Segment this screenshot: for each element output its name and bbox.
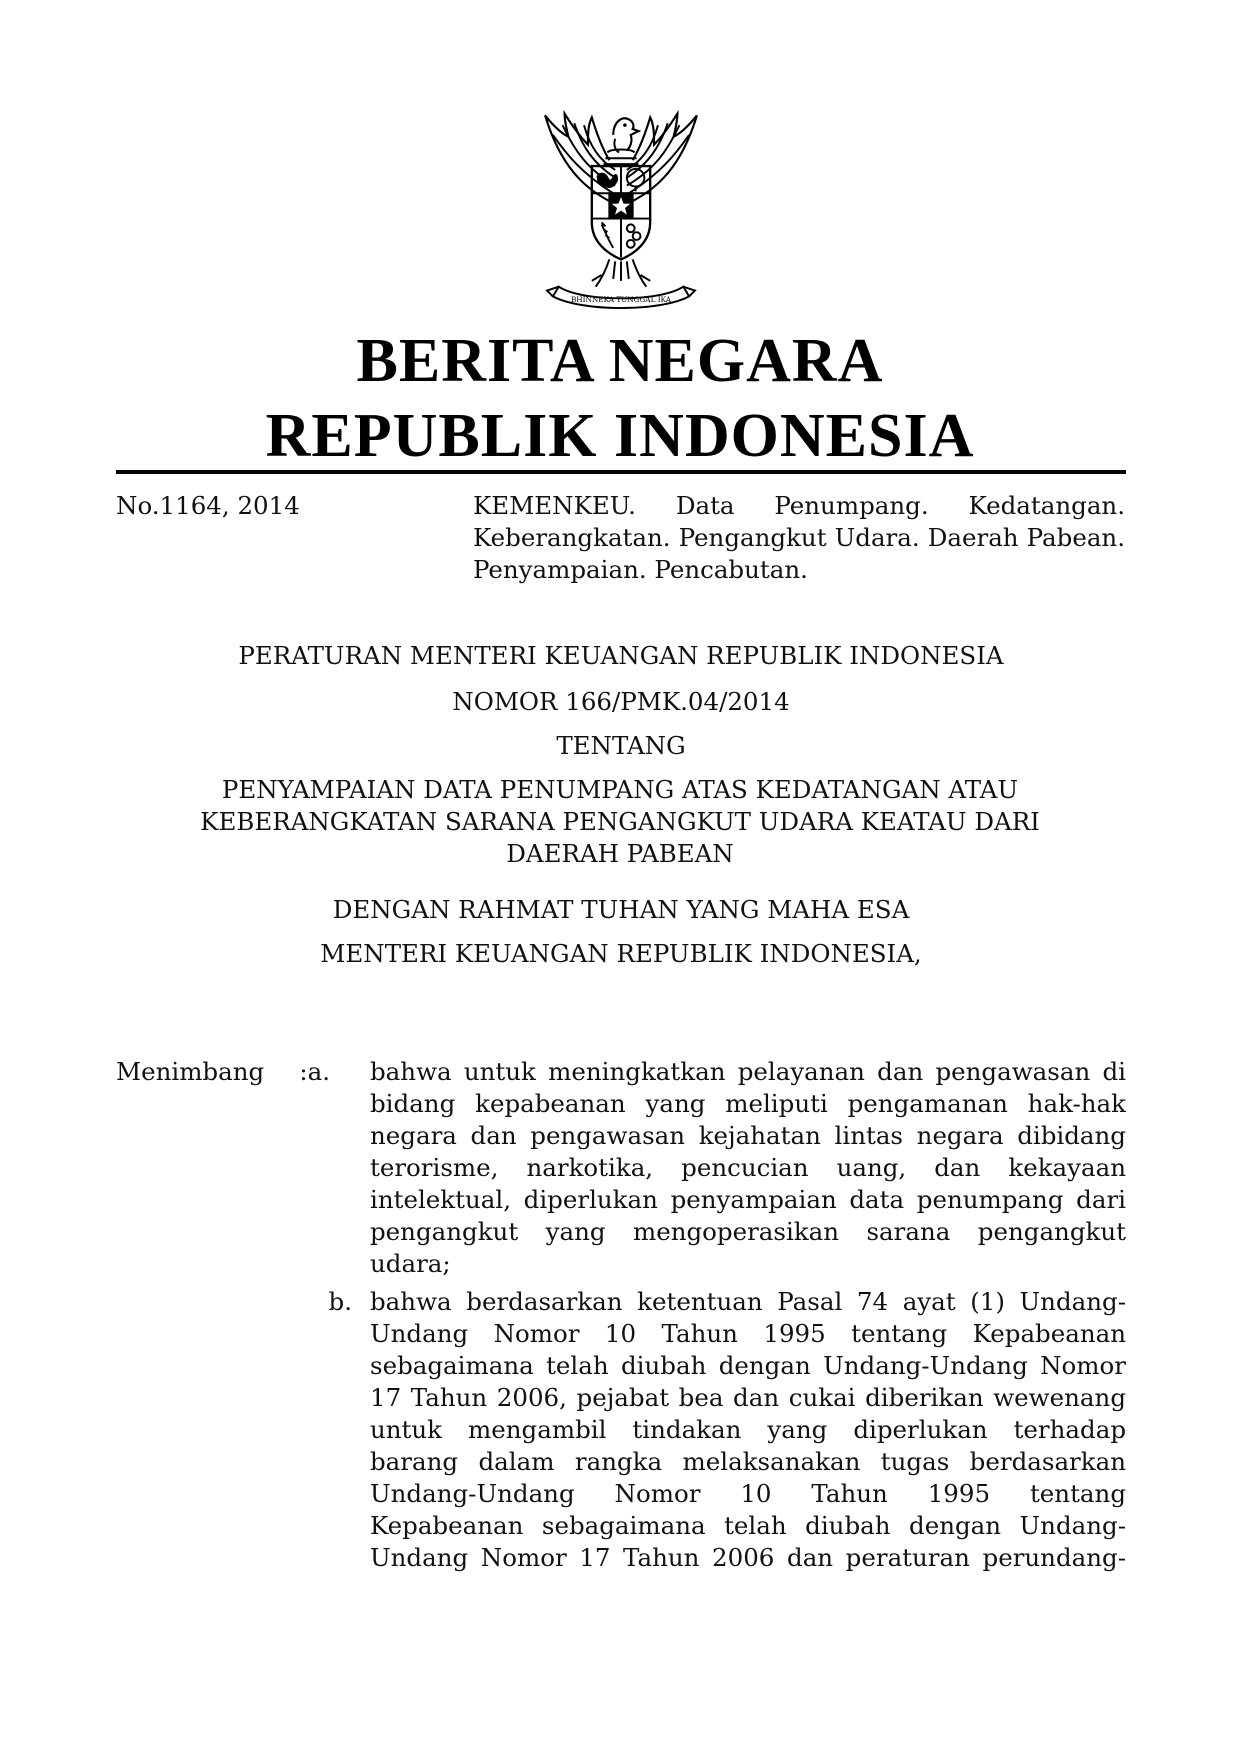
consideration-text-a: bahwa untuk meningkatkan pelayanan dan pengawasan di bidang kepabeanan yang meliputi pengamanan hak-hak negara dan pengawasan kejahatan lintas negara dibidang terorisme, narkotika, pencucian uang, dan kekayaan intelektual, diperlukan penyampaian data penumpang dari pengangkut yang mengoperasikan sarana pengangkut udara; (370, 1057, 1126, 1278)
considerations-label: Menimbang (116, 1057, 265, 1086)
issue-subject: KEMENKEU. Data Penumpang. Kedatangan. Keberangkatan. Pengangkut Udara. Daerah Pabean. Penyampaian. Pencabutan. (473, 491, 1125, 584)
masthead-title-line-1: BERITA NEGARA (356, 327, 884, 395)
regulation-title: PENYAMPAIAN DATA PENUMPANG ATAS KEDATANGAN ATAU KEBERANGKATAN SARANA PENGANGKUT UDARA KEATAU DARI DAERAH PABEAN (200, 775, 1040, 868)
consideration-marker-b: b. (328, 1287, 352, 1316)
regulation-invocation: DENGAN RAHMAT TUHAN YANG MAHA ESA (332, 895, 910, 924)
masthead-divider (116, 470, 1126, 474)
issue-number: No.1164, 2014 (116, 491, 300, 520)
regulation-issuer: PERATURAN MENTERI KEUANGAN REPUBLIK INDONESIA (238, 641, 1004, 670)
consideration-marker-a: :a. (299, 1057, 330, 1086)
consideration-text-b: bahwa berdasarkan ketentuan Pasal 74 ayat (1) Undang-Undang Nomor 10 Tahun 1995 tentang Kepabeanan sebagaimana telah diubah dengan Undang-Undang Nomor 17 Tahun 2006, pejabat bea dan cukai diberikan wewenang untuk mengambil tindakan yang diperlukan terhadap barang dalam rangka melaksanakan tugas berdasarkan Undang-Undang Nomor 10 Tahun 1995 tentang Kepabeanan sebagaimana telah diubah dengan Undang-Undang Nomor 17 Tahun 2006 dan peraturan perundang- (370, 1287, 1126, 1572)
regulation-about-label: TENTANG (556, 731, 686, 760)
regulation-enacting-official: MENTERI KEUANGAN REPUBLIK INDONESIA, (320, 939, 922, 968)
garuda-pancasila-emblem (523, 96, 719, 310)
masthead-title-line-2: REPUBLIK INDONESIA (265, 402, 975, 470)
regulation-number: NOMOR 166/PMK.04/2014 (452, 687, 790, 716)
emblem-motto: BHINNEKA TUNGGAL IKA (570, 295, 672, 305)
